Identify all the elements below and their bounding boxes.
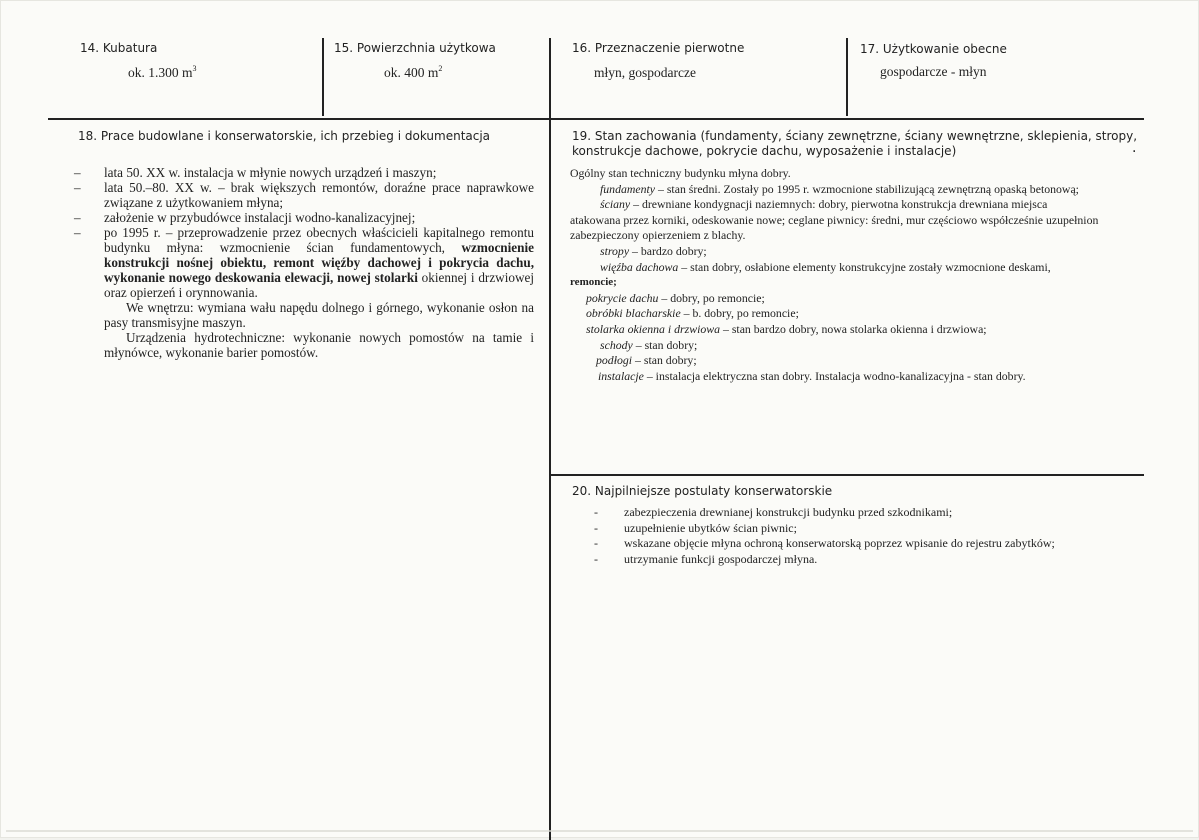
- sciany-row: ściany – drewniane kondygnacji naziemnych: dobry, pierwotna konstrukcja drewniana miejsca: [600, 197, 1048, 212]
- instalacje-row: instalacje – instalacja elektryczna stan dobry. Instalacja wodno-kanalizacyjna - stan dobry.: [598, 368, 1026, 383]
- sciany-row-cont: atakowana przez korniki, odeskowanie nowe; ceglane piwnicy: średni, mur częściowo współcześnie uzupełnion: [570, 212, 1099, 227]
- podlogi-row: podłogi – stan dobry;: [596, 353, 697, 368]
- horizontal-rule-section20: [551, 474, 1144, 476]
- section19-title-line2: konstrukcje dachowe, pokrycie dachu, wyposażenie i instalacje): [572, 144, 957, 158]
- list-item: - zabezpieczenia drewnianej konstrukcji budynku przed szkodnikami;: [594, 505, 953, 519]
- vertical-rule-2: [549, 38, 551, 840]
- general-state: Ogólny stan techniczny budynku młyna dobry.: [570, 166, 791, 180]
- paragraph-interior: We wnętrzu: wymiana wału napędu dolnego i górnego, wykonanie osłon na pasy transmisyjne maszyn.: [104, 300, 534, 330]
- stropy-row: stropy – bardzo dobry;: [600, 243, 707, 258]
- powierzchnia-value: ok. 400 $m^2$: [384, 64, 443, 80]
- pokrycie-row: pokrycie dachu – dobry, po remoncie;: [586, 290, 765, 305]
- powierzchnia-label: 15. Powierzchnia użytkowa: [334, 41, 496, 55]
- list-item: – lata 50. XX w. instalacja w młynie nowych urządzeń i maszyn;: [74, 165, 437, 180]
- section20-list: [594, 505, 1134, 568]
- wiezba-row: więźba dachowa – stan dobry, osłabione elementy konstrukcyjne zostały wzmocnione deskami,: [600, 259, 1051, 274]
- sciany-row-cont2: zabezpieczony opierzeniem z blachy.: [570, 228, 746, 243]
- list-item: - uzupełnienie ubytków ścian piwnic;: [594, 520, 797, 535]
- list-item: – po 1995 r. – przeprowadzenie przez obecnych właścicieli kapitalnego remontu budynku młyna: wzmocnienie ścian fundamentowych, wzmocnienie konstrukcji nośnej obiektu, remont więźby dachowej i pokrycia dachu, wykonanie nowego deskowania elewacji, nowej stolarki okiennej i drzwiowej oraz opierzeń i orynnowania.: [74, 225, 534, 300]
- section20-title: 20. Najpilniejsze postulaty konserwatorskie: [572, 484, 833, 498]
- section19-body: [570, 166, 1142, 384]
- kubatura-label: 14. Kubatura: [80, 41, 158, 55]
- section18-body: [74, 165, 534, 360]
- stolarka-row: stolarka okienna i drzwiowa – stan bardzo dobry, nowa stolarka okienna i drzwiowa;: [586, 321, 987, 336]
- list-item: – założenie w przybudówce instalacji wodno-kanalizacyjnej;: [74, 210, 416, 225]
- section19-title-line1: 19. Stan zachowania (fundamenty, ściany zewnętrzne, ściany wewnętrzne, sklepienia, stropy,: [572, 129, 1138, 143]
- section18-title: 18. Prace budowlane i konserwatorskie, ich przebieg i dokumentacja: [78, 129, 491, 143]
- uzytkowanie-label: 17. Użytkowanie obecne: [860, 42, 1007, 56]
- wiezba-row-cont: remoncie;: [570, 276, 617, 289]
- section20-body: [594, 505, 1134, 568]
- obrobki-row: obróbki blacharskie – b. dobry, po remoncie;: [586, 306, 799, 321]
- vertical-rule-3: [846, 38, 848, 116]
- bold-phrase: wzmocnienie konstrukcji nośnej obiektu, remont więźby dachowej i pokrycia dachu, wykonanie nowego deskowania elewacji, nowej stolarki: [104, 240, 534, 285]
- kubatura-value: ok. 1.300 $m^3$: [128, 64, 197, 80]
- paragraph-hydro: Urządzenia hydrotechniczne: wykonanie nowych pomostów na tamie i młynówce, wykonanie barier pomostów.: [104, 330, 534, 360]
- horizontal-rule-top: [48, 118, 1144, 120]
- list-item: - wskazane objęcie młyna ochroną konserwatorską poprzez wpisanie do rejestru zabytków;: [594, 536, 1055, 551]
- przeznaczenie-value: młyn, gospodarcze: [594, 65, 696, 80]
- list-item: - utrzymanie funkcji gospodarczej młyna.: [594, 552, 818, 567]
- list-item: – lata 50.–80. XX w. – brak większych remontów, doraźne prace naprawkowe związane z użytkowaniem młyna;: [74, 180, 534, 210]
- przeznaczenie-label: 16. Przeznaczenie pierwotne: [572, 41, 745, 55]
- section19-title-dot: .: [1132, 140, 1137, 156]
- fundamenty-row: fundamenty – stan średni. Zostały po 1995 r. wzmocnione stabilizującą zewnętrzną opaską betonową;: [600, 181, 1079, 196]
- vertical-rule-1: [322, 38, 324, 116]
- section18-list: [74, 165, 534, 300]
- uzytkowanie-value: gospodarcze - młyn: [880, 64, 987, 79]
- schody-row: schody – stan dobry;: [600, 337, 698, 352]
